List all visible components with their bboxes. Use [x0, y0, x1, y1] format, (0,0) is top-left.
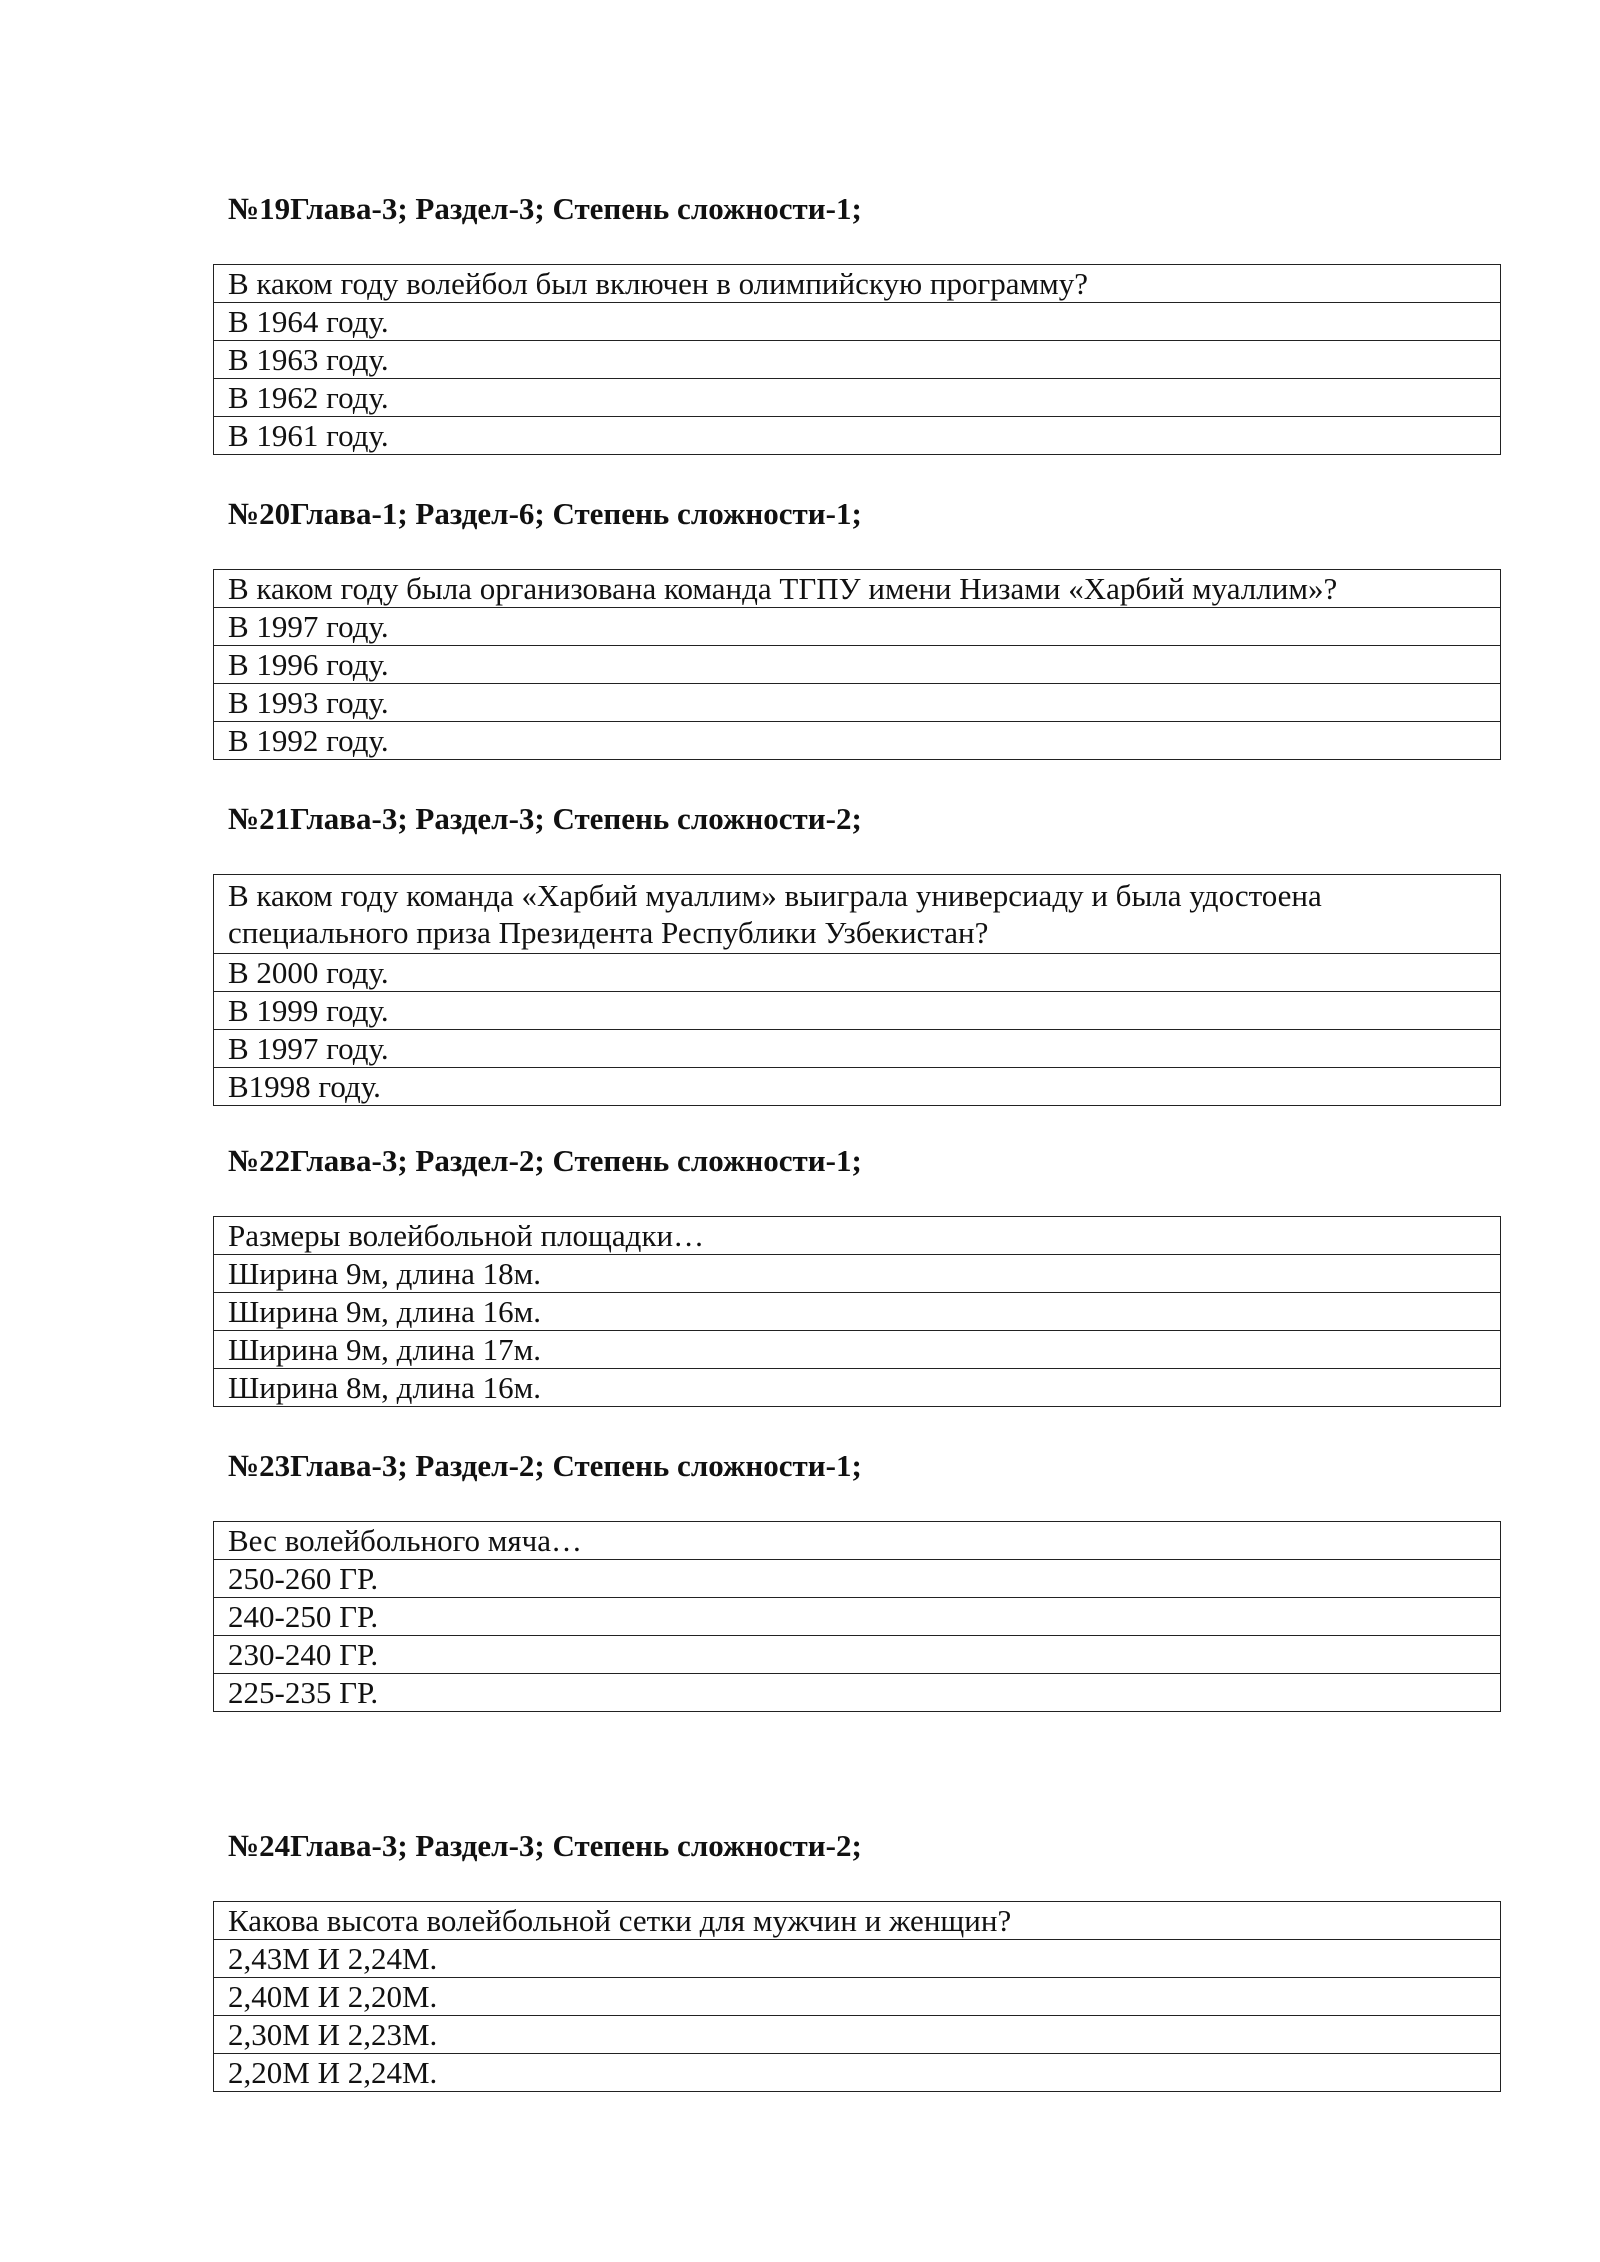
answer-option: Ширина 8м, длина 16м.	[214, 1369, 1501, 1407]
question-text: Вес волейбольного мяча…	[214, 1522, 1501, 1560]
question-21-table	[213, 874, 1501, 1106]
question-row	[214, 1217, 1501, 1255]
answer-row	[214, 2016, 1501, 2054]
question-row	[214, 875, 1501, 954]
answer-option: Ширина 9м, длина 16м.	[214, 1293, 1501, 1331]
answer-row	[214, 1068, 1501, 1106]
answer-option: В 2000 году.	[214, 954, 1501, 992]
answer-option: В 1996 году.	[214, 646, 1501, 684]
question-row	[214, 1902, 1501, 1940]
answer-option: Ширина 9м, длина 18м.	[214, 1255, 1501, 1293]
answer-option: 240-250 ГР.	[214, 1598, 1501, 1636]
answer-row	[214, 1331, 1501, 1369]
answer-option: В 1992 году.	[214, 722, 1501, 760]
answer-row	[214, 1369, 1501, 1407]
answer-option: В 1962 году.	[214, 379, 1501, 417]
answer-row	[214, 1978, 1501, 2016]
answer-option: В 1963 году.	[214, 341, 1501, 379]
answer-option: 225-235 ГР.	[214, 1674, 1501, 1712]
answer-row	[214, 1030, 1501, 1068]
question-22-heading: №22Глава-3; Раздел-2; Степень сложности-1;	[228, 1143, 862, 1178]
question-24-heading: №24Глава-3; Раздел-3; Степень сложности-2;	[228, 1828, 862, 1863]
question-21-heading: №21Глава-3; Раздел-3; Степень сложности-2;	[228, 801, 862, 836]
answer-row	[214, 303, 1501, 341]
question-text: В каком году была организована команда ТГПУ имени Низами «Харбий муаллим»?	[214, 570, 1501, 608]
question-row	[214, 570, 1501, 608]
answer-row	[214, 379, 1501, 417]
answer-option: 2,43М И 2,24М.	[214, 1940, 1501, 1978]
answer-row	[214, 1560, 1501, 1598]
answer-row	[214, 1255, 1501, 1293]
answer-row	[214, 1636, 1501, 1674]
answer-row	[214, 341, 1501, 379]
question-text: Размеры волейбольной площадки…	[214, 1217, 1501, 1255]
answer-option: В 1997 году.	[214, 608, 1501, 646]
answer-option: В1998 году.	[214, 1068, 1501, 1106]
answer-row	[214, 1598, 1501, 1636]
answer-option: 230-240 ГР.	[214, 1636, 1501, 1674]
answer-row	[214, 992, 1501, 1030]
answer-row	[214, 1674, 1501, 1712]
answer-row	[214, 1940, 1501, 1978]
answer-row	[214, 1293, 1501, 1331]
answer-row	[214, 417, 1501, 455]
answer-option: 250-260 ГР.	[214, 1560, 1501, 1598]
answer-option: 2,40М И 2,20М.	[214, 1978, 1501, 2016]
answer-option: 2,30М И 2,23М.	[214, 2016, 1501, 2054]
question-23-heading: №23Глава-3; Раздел-2; Степень сложности-1;	[228, 1448, 862, 1483]
question-20-heading: №20Глава-1; Раздел-6; Степень сложности-1;	[228, 496, 862, 531]
answer-row	[214, 684, 1501, 722]
question-row	[214, 265, 1501, 303]
answer-option: В 1999 году.	[214, 992, 1501, 1030]
answer-option: В 1993 году.	[214, 684, 1501, 722]
answer-row	[214, 722, 1501, 760]
question-text: В каком году волейбол был включен в олимпийскую программу?	[214, 265, 1501, 303]
question-22-table	[213, 1216, 1501, 1407]
question-text: В каком году команда «Харбий муаллим» выиграла универсиаду и была удостоена специального приза Президента Республики Узбекистан?	[214, 875, 1501, 954]
answer-row	[214, 954, 1501, 992]
question-24-table	[213, 1901, 1501, 2092]
question-20-table	[213, 569, 1501, 760]
answer-option: В 1961 году.	[214, 417, 1501, 455]
question-row	[214, 1522, 1501, 1560]
question-23-table	[213, 1521, 1501, 1712]
question-19-heading: №19Глава-3; Раздел-3; Степень сложности-1;	[228, 191, 862, 226]
answer-row	[214, 646, 1501, 684]
question-text: Какова высота волейбольной сетки для мужчин и женщин?	[214, 1902, 1501, 1940]
answer-row	[214, 608, 1501, 646]
answer-option: В 1964 году.	[214, 303, 1501, 341]
answer-row	[214, 2054, 1501, 2092]
answer-option: Ширина 9м, длина 17м.	[214, 1331, 1501, 1369]
question-19-table	[213, 264, 1501, 455]
answer-option: В 1997 году.	[214, 1030, 1501, 1068]
answer-option: 2,20М И 2,24М.	[214, 2054, 1501, 2092]
